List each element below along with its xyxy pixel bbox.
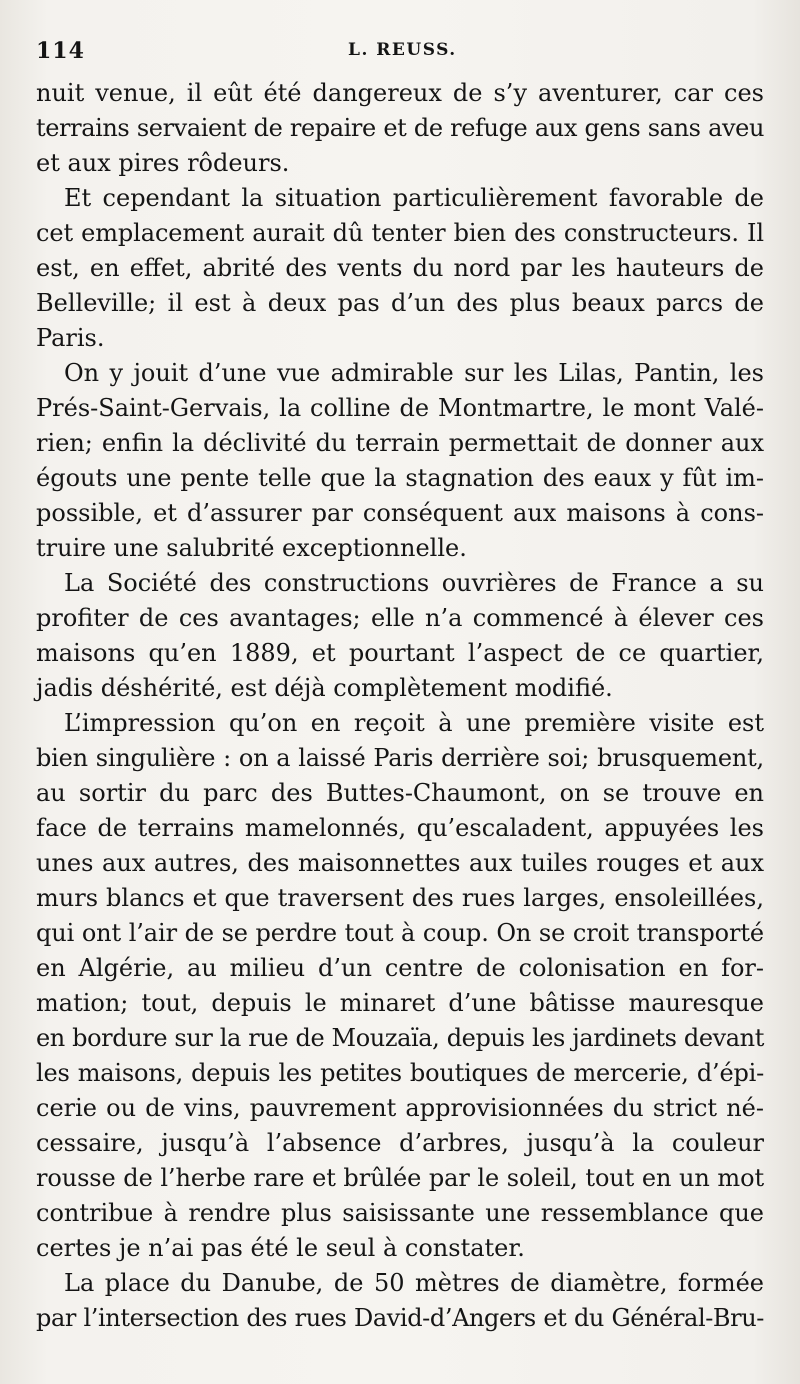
text-line: bien singulière : on a laissé Paris derrière soi; brusquement, [36, 744, 764, 772]
text-line: au sortir du parc des Buttes-Chaumont, on se trouve en [36, 779, 764, 807]
text-line: Et cependant la situation particulièrement favorable de [64, 184, 764, 212]
text-line: face de terrains mamelonnés, qu’escaladent, appuyées les [36, 814, 764, 842]
text-line: possible, et d’assurer par conséquent aux maisons à cons- [36, 499, 764, 527]
text-line: rien; enfin la déclivité du terrain permettait de donner aux [36, 429, 764, 457]
text-line: Paris. [36, 324, 105, 352]
text-line: contribue à rendre plus saisissante une ressemblance que [36, 1199, 764, 1227]
text-line: les maisons, depuis les petites boutiques de mercerie, d’épi- [36, 1059, 764, 1087]
text-line: par l’intersection des rues David-d’Angers et du Général-Bru- [36, 1304, 764, 1332]
text-line: jadis déshérité, est déjà complètement modifié. [36, 674, 613, 702]
text-line: qui ont l’air de se perdre tout à coup. On se croit transporté [36, 919, 764, 947]
running-head [36, 38, 766, 68]
text-line: La Société des constructions ouvrières de France a su [64, 569, 764, 597]
page-number: 114 [36, 38, 85, 64]
body-text [36, 76, 764, 1336]
text-line: certes je n’ai pas été le seul à constater. [36, 1234, 525, 1262]
text-line: rousse de l’herbe rare et brûlée par le soleil, tout en un mot [36, 1164, 764, 1192]
text-line: en Algérie, au milieu d’un centre de colonisation en for- [36, 954, 764, 982]
text-line: unes aux autres, des maisonnettes aux tuiles rouges et aux [36, 849, 764, 877]
text-line: égouts une pente telle que la stagnation des eaux y fût im- [36, 464, 764, 492]
text-line: et aux pires rôdeurs. [36, 149, 290, 177]
text-line: cet emplacement aurait dû tenter bien des constructeurs. Il [36, 219, 764, 247]
text-line: Prés-Saint-Gervais, la colline de Montmartre, le mont Valé- [36, 394, 764, 422]
text-line: profiter de ces avantages; elle n’a commencé à élever ces [36, 604, 764, 632]
text-line: Belleville; il est à deux pas d’un des plus beaux parcs de [36, 289, 764, 317]
text-line: cessaire, jusqu’à l’absence d’arbres, jusqu’à la couleur [36, 1129, 764, 1157]
text-line: est, en effet, abrité des vents du nord par les hauteurs de [36, 254, 764, 282]
text-line: cerie ou de vins, pauvrement approvisionnées du strict né- [36, 1094, 764, 1122]
text-line: terrains servaient de repaire et de refuge aux gens sans aveu [36, 114, 764, 142]
text-line: nuit venue, il eût été dangereux de s’y aventurer, car ces [36, 79, 764, 107]
running-title: L. REUSS. [348, 40, 457, 60]
text-line: On y jouit d’une vue admirable sur les Lilas, Pantin, les [64, 359, 764, 387]
text-line: murs blancs et que traversent des rues larges, ensoleillées, [36, 884, 764, 912]
text-line: truire une salubrité exceptionnelle. [36, 534, 467, 562]
text-line: La place du Danube, de 50 mètres de diamètre, formée [64, 1269, 764, 1297]
text-line: mation; tout, depuis le minaret d’une bâtisse mauresque [36, 989, 764, 1017]
text-line: L’impression qu’on en reçoit à une première visite est [64, 709, 764, 737]
text-line: maisons qu’en 1889, et pourtant l’aspect de ce quartier, [36, 639, 764, 667]
text-line: en bordure sur la rue de Mouzaïa, depuis les jardinets devant [36, 1024, 764, 1052]
